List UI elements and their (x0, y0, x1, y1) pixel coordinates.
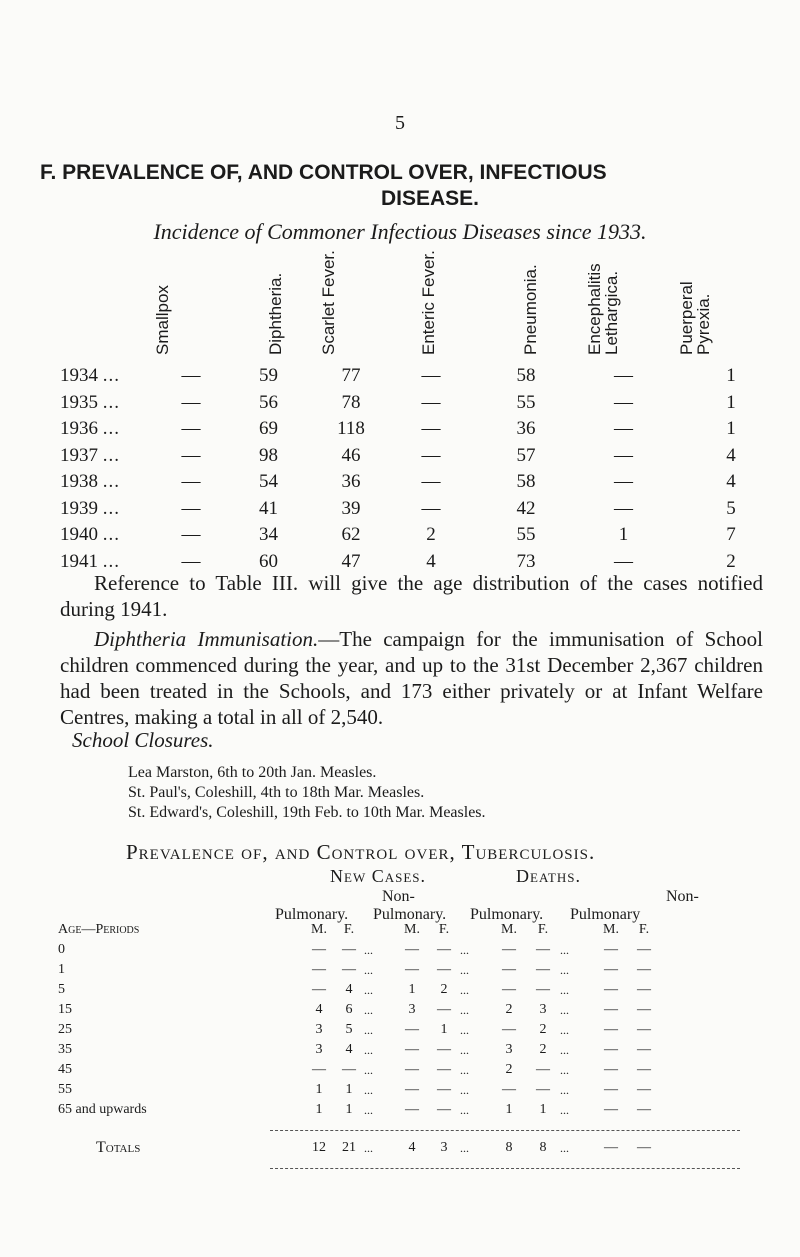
tb-cell: 1 (315, 1082, 323, 1097)
closures-heading: School Closures. (72, 728, 214, 752)
incidence-cell: — (181, 497, 201, 519)
tb-cell: — (536, 982, 550, 997)
tb-cell: — (342, 962, 356, 977)
incidence-row (60, 496, 781, 523)
tb-cell: — (536, 942, 550, 957)
leader-dots: ... (364, 1023, 373, 1037)
tb-cell: 21 (342, 1140, 356, 1155)
incidence-cell: 56 (259, 391, 278, 413)
incidence-cell: — (181, 524, 201, 545)
tb-cell: — (312, 982, 326, 997)
tb-cell: — (342, 942, 356, 957)
incidence-row (60, 363, 781, 390)
col-header-puerperal: Puerperal Pyrexia. (677, 281, 713, 355)
page-number: 5 (395, 112, 405, 134)
incidence-cell: 55 (516, 391, 536, 413)
incidence-cell: 73 (516, 550, 536, 572)
tb-totals-row (58, 1138, 658, 1158)
sex-label: F. (438, 922, 450, 937)
tb-cell: — (405, 1102, 419, 1117)
leader-dots: ... (364, 1003, 373, 1017)
incidence-row (60, 416, 781, 443)
tb-cell: — (604, 1140, 618, 1155)
incidence-year: 1934 ... (60, 365, 120, 386)
tb-cell: — (604, 1042, 618, 1057)
incidence-cell: 55 (516, 524, 536, 545)
incidence-cell: 59 (259, 365, 278, 386)
tb-cell: — (312, 942, 326, 957)
tb-cell: — (637, 962, 651, 977)
sex-label: F. (537, 922, 549, 937)
tb-cell: — (536, 1082, 550, 1097)
new-cases-header: New Cases. (330, 866, 427, 886)
incidence-cell: 41 (259, 497, 278, 519)
tb-cell: — (405, 942, 419, 957)
incidence-cell: — (614, 418, 633, 439)
tb-cell: — (502, 962, 516, 977)
incidence-cell: 47 (341, 550, 361, 572)
tb-cell: — (502, 942, 516, 957)
tb-cell: — (604, 1102, 618, 1117)
tuberculosis-table (58, 920, 658, 1158)
incidence-cell: 36 (516, 418, 536, 439)
incidence-cell: 118 (337, 418, 365, 439)
incidence-cell: 78 (341, 391, 361, 413)
incidence-year: 1937 ... (60, 444, 120, 466)
incidence-cell: 39 (341, 497, 361, 519)
leader-dots: ... (560, 1103, 569, 1117)
tb-cell: 1 (505, 1102, 513, 1117)
deaths-pulmonary-label: Pulmonary. (470, 906, 544, 923)
tb-cell: 3 (539, 1002, 547, 1017)
tb-cell: — (637, 1022, 651, 1037)
incidence-cell: 1 (726, 391, 736, 413)
incidence-cell: 36 (341, 471, 361, 492)
tb-cell: — (405, 962, 419, 977)
tb-row (58, 980, 658, 1000)
col-header-smallpox: Smallpox (153, 285, 172, 355)
tb-cell: 3 (408, 1002, 416, 1017)
tb-cell: 1 (315, 1102, 323, 1117)
col-header-diphtheria: Diphtheria. (266, 272, 285, 355)
incidence-cell: 1 (726, 365, 736, 386)
incidence-table (60, 363, 781, 575)
incidence-cell: 46 (341, 444, 361, 466)
incidence-cell: — (181, 391, 201, 413)
closure-item: Lea Marston, 6th to 20th Jan. Measles. (128, 764, 377, 781)
tb-cell: — (437, 942, 451, 957)
tb-cell: — (604, 1002, 618, 1017)
incidence-cell: 54 (259, 471, 278, 492)
tb-cell: 1 (345, 1082, 353, 1097)
tb-cell: 4 (408, 1140, 416, 1155)
incidence-cell: — (181, 365, 201, 386)
tb-cell: 1 (539, 1102, 547, 1117)
incidence-row (60, 469, 781, 496)
tb-row (58, 960, 658, 980)
age-period: 35 (58, 1042, 72, 1057)
tb-cell: — (637, 1082, 651, 1097)
leader-dots: ... (364, 1083, 373, 1097)
leader-dots: ... (364, 1103, 373, 1117)
tb-cell: 3 (440, 1140, 448, 1155)
age-period: 0 (58, 942, 65, 957)
incidence-cell: — (614, 471, 633, 492)
age-period: 65 and upwards (58, 1102, 147, 1117)
tb-cell: 3 (505, 1042, 513, 1057)
incidence-cell: 2 (426, 524, 436, 545)
incidence-cell: — (181, 444, 201, 466)
incidence-cell: 7 (726, 524, 736, 545)
age-period: 15 (58, 1002, 72, 1017)
tb-cell: 2 (440, 982, 448, 997)
immunisation-paragraph: Diphtheria Immunisation.—The campaign for the immunisation of School children commenced during the year, and up to the 31st December 2,367 children had been treated in the Schools, and 173 either privately or at Infant Welfare Centres, making a total in all of 2,540. (60, 627, 763, 729)
tb-cell: — (405, 1062, 419, 1077)
tb-cell: 3 (315, 1022, 323, 1037)
tb-cell: — (604, 1022, 618, 1037)
deaths-header: Deaths. (516, 866, 581, 886)
leader-dots: ... (364, 1043, 373, 1057)
tb-cell: 2 (539, 1022, 547, 1037)
incidence-year: 1936 ... (60, 418, 120, 439)
incidence-cell: 58 (516, 365, 536, 386)
incidence-year: 1939 ... (60, 497, 120, 519)
tb-cell: — (536, 962, 550, 977)
incidence-subtitle: Incidence of Commoner Infectious Diseases since 1933. (153, 219, 647, 244)
col-header-scarlet-fever: Scarlet Fever. (319, 250, 338, 355)
age-period: 55 (58, 1082, 72, 1097)
incidence-cell: 42 (516, 497, 536, 519)
tb-cell: — (405, 1042, 419, 1057)
incidence-cell: 34 (259, 524, 278, 545)
tb-cell: — (437, 1102, 451, 1117)
tb-cell: — (536, 1062, 550, 1077)
closure-item: St. Edward's, Coleshill, 19th Feb. to 10th Mar. Measles. (128, 804, 486, 821)
tb-header-row (58, 920, 658, 940)
reference-paragraph: Reference to Table III. will give the age distribution of the cases notified during 1941. (60, 571, 763, 621)
incidence-row (60, 390, 781, 417)
tb-cell: — (637, 1102, 651, 1117)
tb-cell: — (637, 982, 651, 997)
tb-cell: 6 (345, 1002, 353, 1017)
sex-label: F. (343, 922, 355, 937)
leader-dots: ... (364, 943, 373, 957)
leader-dots: ... (560, 943, 569, 957)
tb-cell: — (604, 982, 618, 997)
incidence-cell: — (181, 471, 201, 492)
deaths-nonpulmonary-non: Non- (666, 888, 699, 905)
new-nonpulmonary-non: Non- (382, 888, 415, 905)
incidence-cell: 58 (516, 471, 536, 492)
tb-cell: — (637, 1002, 651, 1017)
age-period: Totals (96, 1139, 141, 1156)
spacer (364, 920, 396, 940)
incidence-cell: 4 (726, 444, 736, 466)
tb-cell: 2 (539, 1042, 547, 1057)
sex-label: M. (404, 922, 420, 937)
leader-dots: ... (560, 1083, 569, 1097)
tb-row (58, 1000, 658, 1020)
leader-dots: ... (560, 1141, 569, 1155)
leader-dots: ... (364, 1141, 373, 1155)
sex-label: F. (638, 922, 650, 937)
leader-dots: ... (560, 983, 569, 997)
incidence-cell: 98 (259, 444, 278, 466)
age-period: 1 (58, 962, 65, 977)
closure-item: St. Paul's, Coleshill, 4th to 18th Mar. Measles. (128, 784, 425, 801)
tb-cell: — (437, 1042, 451, 1057)
leader-dots: ... (364, 963, 373, 977)
leader-dots: ... (460, 983, 469, 997)
leader-dots: ... (560, 1063, 569, 1077)
tb-cell: — (405, 1022, 419, 1037)
tb-cell: — (437, 1062, 451, 1077)
incidence-cell: — (614, 550, 633, 572)
incidence-cell: — (614, 391, 633, 413)
tb-cell: 8 (505, 1140, 513, 1155)
tb-cell: 5 (345, 1022, 353, 1037)
incidence-cell: 60 (259, 550, 278, 572)
incidence-cell: 77 (341, 365, 361, 386)
incidence-row (60, 443, 781, 470)
leader-dots: ... (560, 963, 569, 977)
deaths-nonpulmonary-label: Pulmonary (570, 906, 641, 923)
tb-cell: — (312, 1062, 326, 1077)
incidence-cell: — (614, 444, 633, 466)
new-pulmonary-label: Pulmonary. (275, 906, 349, 923)
tb-cell: 4 (345, 982, 353, 997)
incidence-cell: — (421, 365, 441, 386)
spacer (460, 920, 492, 940)
age-periods-label: Age—Periods (58, 922, 140, 937)
leader-dots: ... (460, 963, 469, 977)
incidence-year: 1935 ... (60, 391, 120, 413)
tb-row (58, 1100, 658, 1120)
incidence-cell: — (421, 497, 441, 519)
leader-dots: ... (560, 1023, 569, 1037)
tb-cell: — (502, 1082, 516, 1097)
incidence-year: 1940 ... (60, 524, 120, 545)
leader-dots: ... (460, 1141, 469, 1155)
incidence-cell: 5 (726, 497, 736, 519)
leader-dots: ... (460, 1023, 469, 1037)
tb-cell: — (405, 1082, 419, 1097)
incidence-cell: — (421, 391, 441, 413)
incidence-cell: 2 (726, 550, 736, 572)
spacer (560, 920, 592, 940)
incidence-cell: — (421, 471, 441, 492)
tb-cell: 1 (440, 1022, 448, 1037)
leader-dots: ... (460, 1043, 469, 1057)
sex-label: M. (311, 922, 327, 937)
tb-cell: — (502, 1022, 516, 1037)
tb-cell: 4 (345, 1042, 353, 1057)
tb-cell: 2 (505, 1002, 513, 1017)
tb-cell: — (342, 1062, 356, 1077)
tb-cell: — (637, 942, 651, 957)
section-heading-line1: F. PREVALENCE OF, AND CONTROL OVER, INFECTIOUS (40, 161, 607, 184)
incidence-cell: 4 (726, 471, 736, 492)
age-period: 45 (58, 1062, 72, 1077)
incidence-cell: 1 (726, 418, 736, 439)
tb-cell: 4 (315, 1002, 323, 1017)
tb-row (58, 1060, 658, 1080)
leader-dots: ... (364, 983, 373, 997)
tb-cell: — (637, 1062, 651, 1077)
leader-dots: ... (364, 1063, 373, 1077)
leader-dots: ... (460, 1083, 469, 1097)
tb-cell: 8 (539, 1140, 547, 1155)
tb-row (58, 940, 658, 960)
leader-dots: ... (560, 1003, 569, 1017)
incidence-cell: 4 (426, 550, 436, 572)
tb-cell: 12 (312, 1140, 326, 1155)
section-heading-line2: DISEASE. (380, 187, 480, 210)
incidence-cell: 62 (341, 524, 361, 545)
tb-cell: — (604, 1082, 618, 1097)
section-heading (40, 160, 780, 212)
tb-cell: — (637, 1042, 651, 1057)
tb-cell: — (502, 982, 516, 997)
tb-row (58, 1080, 658, 1100)
leader-dots: ... (560, 1043, 569, 1057)
tb-cell: — (604, 962, 618, 977)
leader-dots: ... (460, 1063, 469, 1077)
leader-dots: ... (460, 1103, 469, 1117)
immunisation-heading: Diphtheria Immunisation. (94, 627, 319, 651)
spacer-row (58, 1120, 658, 1138)
incidence-cell: — (181, 418, 201, 439)
sex-label: M. (501, 922, 517, 937)
totals-rule-bottom (270, 1168, 740, 1170)
leader-dots: ... (460, 1003, 469, 1017)
tb-cell: 1 (408, 982, 416, 997)
age-period: 5 (58, 982, 65, 997)
incidence-year: 1938 ... (60, 471, 120, 492)
tb-cell: 2 (505, 1062, 513, 1077)
tb-cell: — (637, 1140, 651, 1155)
tb-cell: 3 (315, 1042, 323, 1057)
sex-label: M. (603, 922, 619, 937)
incidence-cell: 57 (516, 444, 536, 466)
incidence-cell: — (421, 418, 441, 439)
incidence-cell: — (614, 365, 633, 386)
tb-cell: 1 (345, 1102, 353, 1117)
incidence-cell: — (614, 497, 633, 519)
tb-cell: — (437, 962, 451, 977)
tb-heading: Prevalence of, and Control over, Tuberculosis. (126, 840, 596, 864)
tb-row (58, 1020, 658, 1040)
col-header-encephalitis: Encephalitis Lethargica. (585, 263, 621, 355)
tb-cell: — (604, 942, 618, 957)
age-period: 25 (58, 1022, 72, 1037)
incidence-year: 1941 ... (60, 550, 120, 572)
incidence-cell: 69 (259, 418, 278, 439)
totals-rule-top (270, 1130, 740, 1132)
tb-cell: — (604, 1062, 618, 1077)
tb-cell: — (437, 1082, 451, 1097)
new-nonpulmonary-label: Pulmonary. (373, 906, 447, 923)
incidence-cell: — (421, 444, 441, 466)
incidence-cell: 1 (618, 524, 629, 545)
tb-cell: — (312, 962, 326, 977)
leader-dots: ... (460, 943, 469, 957)
incidence-cell: — (181, 550, 201, 572)
col-header-enteric-fever: Enteric Fever. (419, 250, 438, 355)
col-header-pneumonia: Pneumonia. (521, 264, 540, 355)
tb-cell: — (437, 1002, 451, 1017)
tb-row (58, 1040, 658, 1060)
incidence-row (60, 522, 781, 549)
